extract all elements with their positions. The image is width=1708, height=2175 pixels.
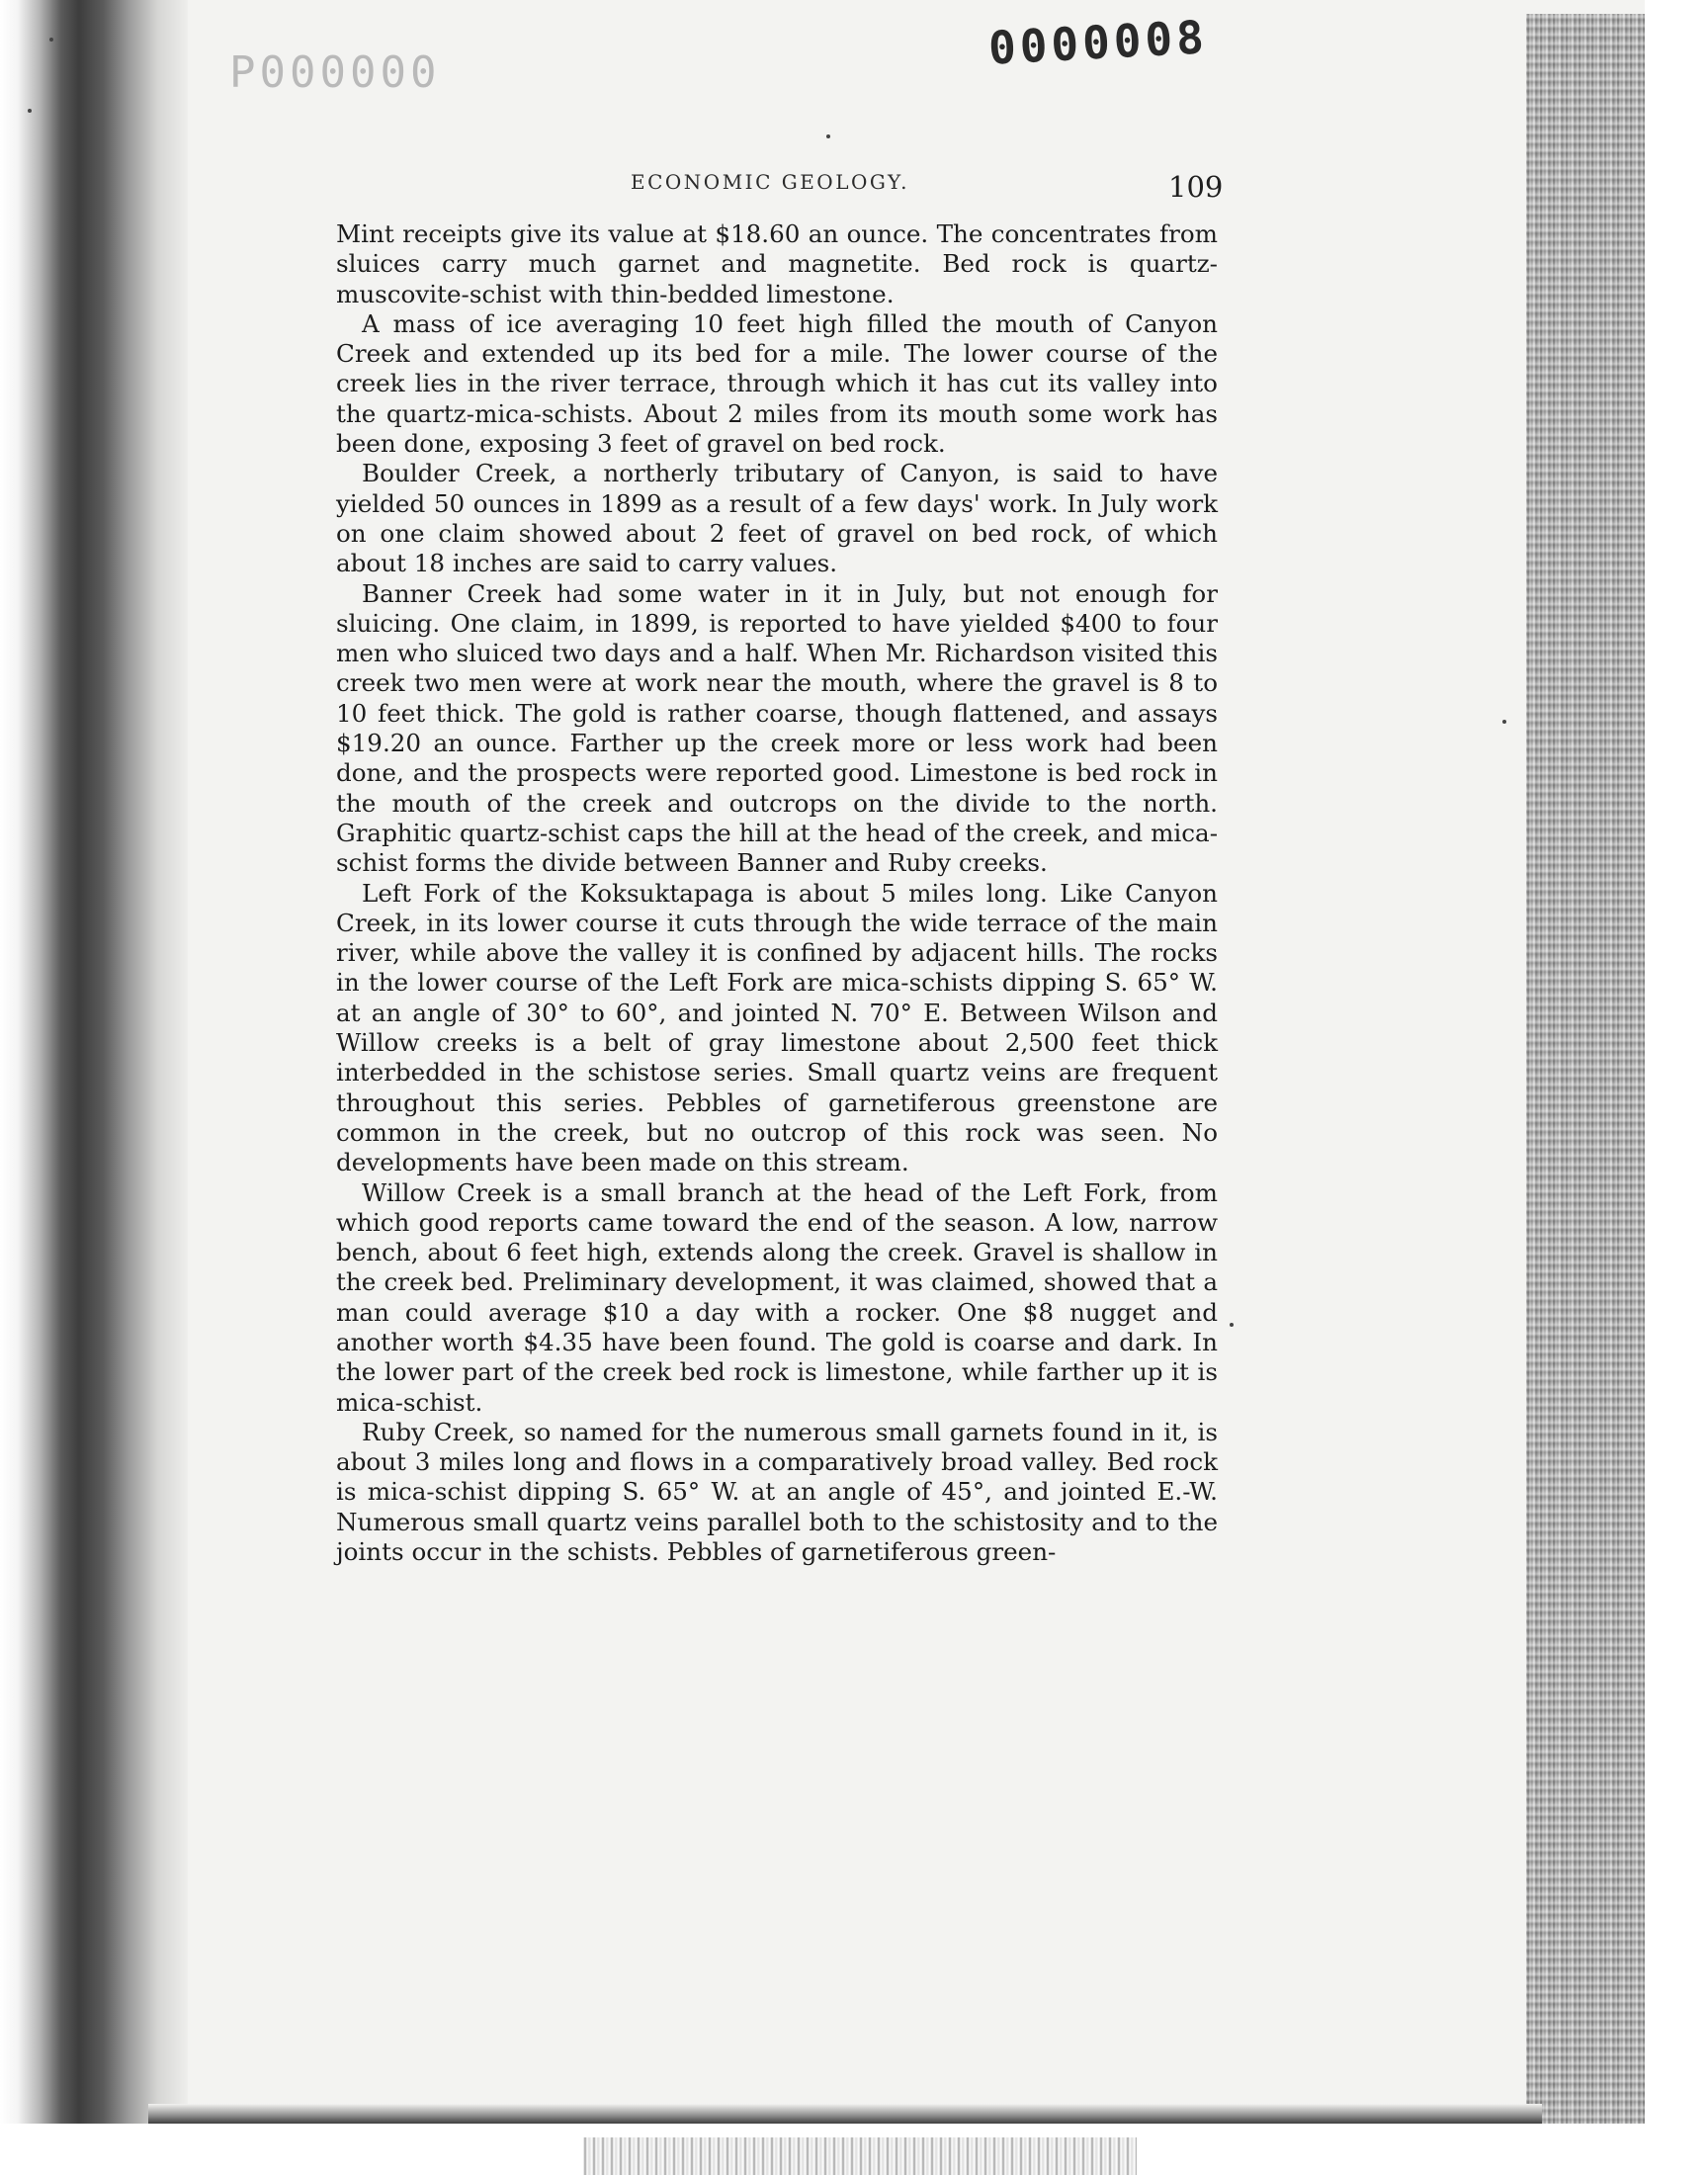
paragraph: Willow Creek is a small branch at the head of the Left Fork, from which good reports came toward the end of the season. A low, narrow bench, about 6 feet high, extends along the creek. Gravel is shallow in the creek bed. Preliminary development, it was claimed, showed that a man could average $10 a day with a rocker. One $8 nugget and another worth $4.35 have been found. The gold is coarse and dark. In the lower part of the creek bed rock is limestone, while farther up it is mica-schist. xyxy=(336,1177,1218,1417)
running-head: ECONOMIC GEOLOGY. xyxy=(631,170,909,194)
scan-right-margin xyxy=(1645,0,1708,2175)
scan-speck xyxy=(49,38,53,42)
body-text xyxy=(336,219,1218,1567)
page-number: 109 xyxy=(1168,170,1224,204)
paragraph: A mass of ice averaging 10 feet high filled the mouth of Canyon Creek and extended up its bed for a mile. The lower course of the creek lies in the river terrace, through which it has cut its valley into the quartz-mica-schists. About 2 miles from its mouth some work has been done, exposing 3 feet of gravel on bed rock. xyxy=(336,308,1218,459)
paragraph: Mint receipts give its value at $18.60 an ounce. The concentrates from sluices carry much garnet and magnetite. Bed rock is quartz-muscovite-schist with thin-bedded limestone. xyxy=(336,219,1218,308)
scan-speck xyxy=(1230,1323,1234,1327)
scan-speck xyxy=(28,109,32,113)
bottom-edge-shadow xyxy=(148,2104,1542,2126)
paragraph: Ruby Creek, so named for the numerous small garnets found in it, is about 3 miles long and flows in a comparatively broad valley. Bed rock is mica-schist dipping S. 65° W. at an angle of 45°, and jointed E.-W. Numerous small quartz veins parallel both to the schistosity and to the joints occur in the schists. Pebbles of garnetiferous green- xyxy=(336,1417,1218,1567)
paragraph: Boulder Creek, a northerly tributary of Canyon, is said to have yielded 50 ounces in 1899 as a result of a few days' work. In July work on one claim showed about 2 feet of gravel on bed rock, of which about 18 inches are said to carry values. xyxy=(336,459,1218,578)
faded-frame-stamp: P000000 xyxy=(229,47,441,98)
binding-shadow xyxy=(0,0,188,2175)
paragraph: Banner Creek had some water in it in July, but not enough for sluicing. One claim, in 1899, is reported to have yielded $400 to four men who sluiced two days and a half. When Mr. Richardson visited this creek two men were at work near the mouth, where the gravel is 8 to 10 feet thick. The gold is rather coarse, though flattened, and assays $19.20 an ounce. Farther up the creek more or less work had been done, and the prospects were reported good. Limestone is bed rock in the mouth of the creek and outcrops on the divide to the north. Graphitic quartz-schist caps the hill at the head of the creek, and mica-schist forms the divide between Banner and Ruby creeks. xyxy=(336,578,1218,878)
scan-artifact xyxy=(583,2137,1137,2175)
frame-number-stamp: 0000008 xyxy=(986,10,1210,75)
paragraph: Left Fork of the Koksuktapaga is about 5 miles long. Like Canyon Creek, in its lower course it cuts through the wide terrace of the main river, while above the valley it is confined by adjacent hills. The rocks in the lower course of the Left Fork are mica-schists dipping S. 65° W. at an angle of 30° to 60°, and jointed N. 70° E. Between Wilson and Willow creeks is a belt of gray limestone about 2,500 feet thick interbedded in the schistose series. Small quartz veins are frequent throughout this series. Pebbles of garnetiferous greenstone are common in the creek, but no outcrop of this rock was seen. No developments have been made on this stream. xyxy=(336,878,1218,1177)
scan-speck xyxy=(1502,720,1506,724)
page-edges-texture xyxy=(1526,14,1645,2125)
scan-speck xyxy=(826,134,830,138)
